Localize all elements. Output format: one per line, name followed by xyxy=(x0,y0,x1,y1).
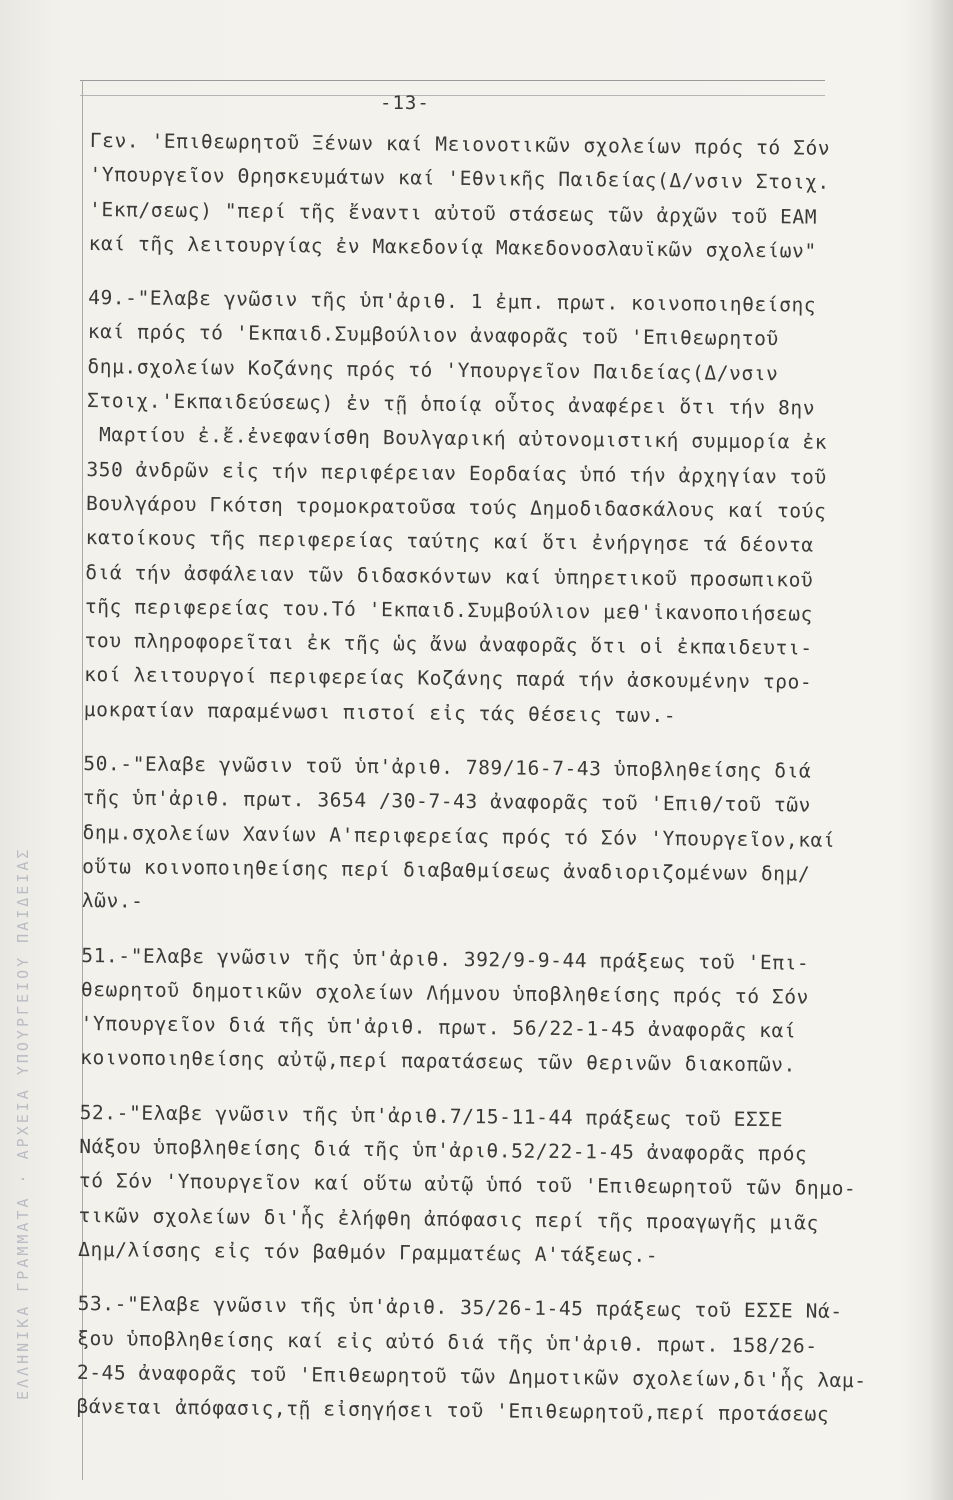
text-line: βάνεται ἀπόφασις,τῇ εἰσηγήσει τοῦ 'Επιθεωρητοῦ,περί προτάσεως xyxy=(76,1395,830,1426)
text-line: Μαρτίου ἐ.ἔ.ἐνεφανίσθη Βουλγαρική αὐτονομιστική συμμορία ἐκ xyxy=(86,423,828,455)
text-line: 'Υπουργεῖον διά τῆς ὑπ'ἀριθ. πρωτ. 56/22-1-45 ἀναφορᾶς καί xyxy=(80,1012,797,1043)
page-number: -13- xyxy=(380,92,430,114)
text-line: κοινοποιηθείσης αὐτῷ,περί παρατάσεως τῶν θερινῶν διακοπῶν. xyxy=(80,1046,797,1077)
text-line: Δημ/λίσσης εἰς τόν βαθμόν Γραμματέως Α'τάξεως.- xyxy=(78,1237,659,1267)
paragraph xyxy=(78,1096,930,1276)
paragraph xyxy=(76,1287,927,1433)
text-line: οὕτω κοινοποιηθείσης περί διαβαθμίσεως ἀναδιοριζομένων δημ/ xyxy=(82,854,811,886)
paragraph xyxy=(89,124,940,270)
margin-note-text: ΕΛΛΗΝΙΚΑ ΓΡΑΜΜΑΤΑ · ΑΡΧΕΙΑ ΥΠΟΥΡΓΕΙΟΥ ΠΑΙΔΕΙΑΣ xyxy=(14,846,32,1400)
text-line: 350 ἀνδρῶν εἰς τήν περιφέρειαν Εορδαίας ὑπό τήν ἀρχηγίαν τοῦ xyxy=(86,457,827,489)
text-line: 49.-"Ελαβε γνῶσιν τῆς ὑπ'ἀριθ. 1 ἐμπ. πρωτ. κοινοποιηθείσης xyxy=(88,286,817,317)
text-line: τικῶν σχολείων δι'ἧς ἐλήφθη ἀπόφασις περί τῆς προαγωγῆς μιᾶς xyxy=(78,1203,820,1235)
text-line: 50.-"Ελαβε γνῶσιν τοῦ ὑπ'ἀριθ. 789/16-7-43 ὑποβληθείσης διά xyxy=(83,752,812,783)
text-line: 53.-"Ελαβε γνῶσιν τῆς ὑπ'ἀριθ. 35/26-1-45 πράξεως τοῦ ΕΣΣΕ Νά- xyxy=(77,1292,843,1324)
text-line: 2-45 ἀναφορᾶς τοῦ 'Επιθεωρητοῦ τῶν Δημοτικῶν σχολείων,δι'ἧς λαμ- xyxy=(76,1360,867,1392)
text-line: Στοιχ.'Εκπαιδεύσεως) ἐν τῇ ὁποίᾳ οὗτος ἀναφέρει ὅτι τήν 8ην xyxy=(86,389,816,420)
text-line: τῆς ὑπ'ἀριθ. πρωτ. 3654 /30-7-43 ἀναφορᾶς τοῦ 'Επιθ/τοῦ τῶν xyxy=(82,786,812,817)
text-line: Βουλγάρου Γκότση τρομοκρατοῦσα τούς Δημοδιδασκάλους καί τούς xyxy=(85,491,827,523)
text-line: κατοίκους τῆς περιφερείας ταύτης καί ὅτι ἐνήργησε τά δέοντα xyxy=(85,526,814,557)
text-line: διά τήν ἀσφάλειαν τῶν διδασκόντων καί ὑπηρετικοῦ προσωπικοῦ xyxy=(85,560,814,592)
document-body xyxy=(76,124,940,1433)
text-line: 52.-"Ελαβε γνῶσιν τῆς ὑπ'ἀριθ.7/15-11-44 πράξεως τοῦ ΕΣΣΕ xyxy=(79,1100,784,1132)
text-line: ξου ὑποβληθείσης καί εἰς αὐτό διά τῆς ὑπ'ἀριθ. πρωτ. 158/26- xyxy=(77,1326,818,1358)
text-line: καί τῆς λειτουργίας ἐν Μακεδονίᾳ Μακεδονοσλαυϊκῶν σχολείων" xyxy=(88,231,817,263)
text-line: του πληροφορεῖται ἐκ τῆς ὡς ἄνω ἀναφορᾶς ὅτι οἱ ἐκπαιδευτι- xyxy=(84,629,813,660)
text-line: θεωρητοῦ δημοτικῶν σχολείων Λήμνου ὑποβληθείσης πρός τό Σόν xyxy=(80,977,810,1009)
text-line: 'Υπουργεῖον Θρησκευμάτων καί 'Εθνικῆς Παιδείας(Δ/νσιν Στοιχ. xyxy=(89,163,830,195)
text-line: δημ.σχολείων Κοζάνης πρός τό 'Υπουργεῖον Παιδείας(Δ/νσιν xyxy=(87,354,779,386)
paragraph xyxy=(82,747,934,927)
text-line: Νάξου ὑποβληθείσης διά τῆς ὑπ'ἀριθ.52/22-1-45 ἀναφορᾶς πρός xyxy=(79,1134,808,1166)
top-rule xyxy=(80,80,825,81)
text-line: Γεν. 'Επιθεωρητοῦ Ξένων καί Μειονοτικῶν σχολείων πρός τό Σόν xyxy=(89,128,831,160)
text-line: κοί λειτουργοί περιφερείας Κοζάνης παρά τήν ἀσκουμένην τρο- xyxy=(84,663,813,695)
text-line: τό Σόν 'Υπουργεῖον καί οὕτω αὐτῷ ὑπό τοῦ 'Επιθεωρητοῦ τῶν δημο- xyxy=(78,1169,857,1201)
top-rule-secondary xyxy=(80,95,825,96)
text-line: λῶν.- xyxy=(81,889,144,913)
paragraph xyxy=(84,281,939,736)
margin-notes xyxy=(14,250,36,1400)
text-line: τῆς περιφερείας του.Τό 'Εκπαιδ.Συμβούλιον μεθ'ἱκανοποιήσεως xyxy=(84,594,814,626)
text-line: καί πρός τό 'Εκπαιδ.Συμβούλιον ἀναφορᾶς τοῦ 'Επιθεωρητοῦ xyxy=(87,320,779,351)
text-line: 51.-"Ελαβε γνῶσιν τῆς ὑπ'ἀριθ. 392/9-9-44 πράξεως τοῦ 'Επι- xyxy=(81,943,810,975)
text-line: 'Εκπ/σεως) "περί τῆς ἔναντι αὐτοῦ στάσεως τῶν ἀρχῶν τοῦ ΕΑΜ xyxy=(88,197,818,229)
paragraph xyxy=(80,938,931,1084)
text-line: μοκρατίαν παραμένωσι πιστοί εἰς τάς θέσεις των.- xyxy=(83,697,677,727)
text-line: δημ.σχολείων Χανίων Α'περιφερείας πρός τό Σόν 'Υπουργεῖον,καί xyxy=(82,820,836,852)
